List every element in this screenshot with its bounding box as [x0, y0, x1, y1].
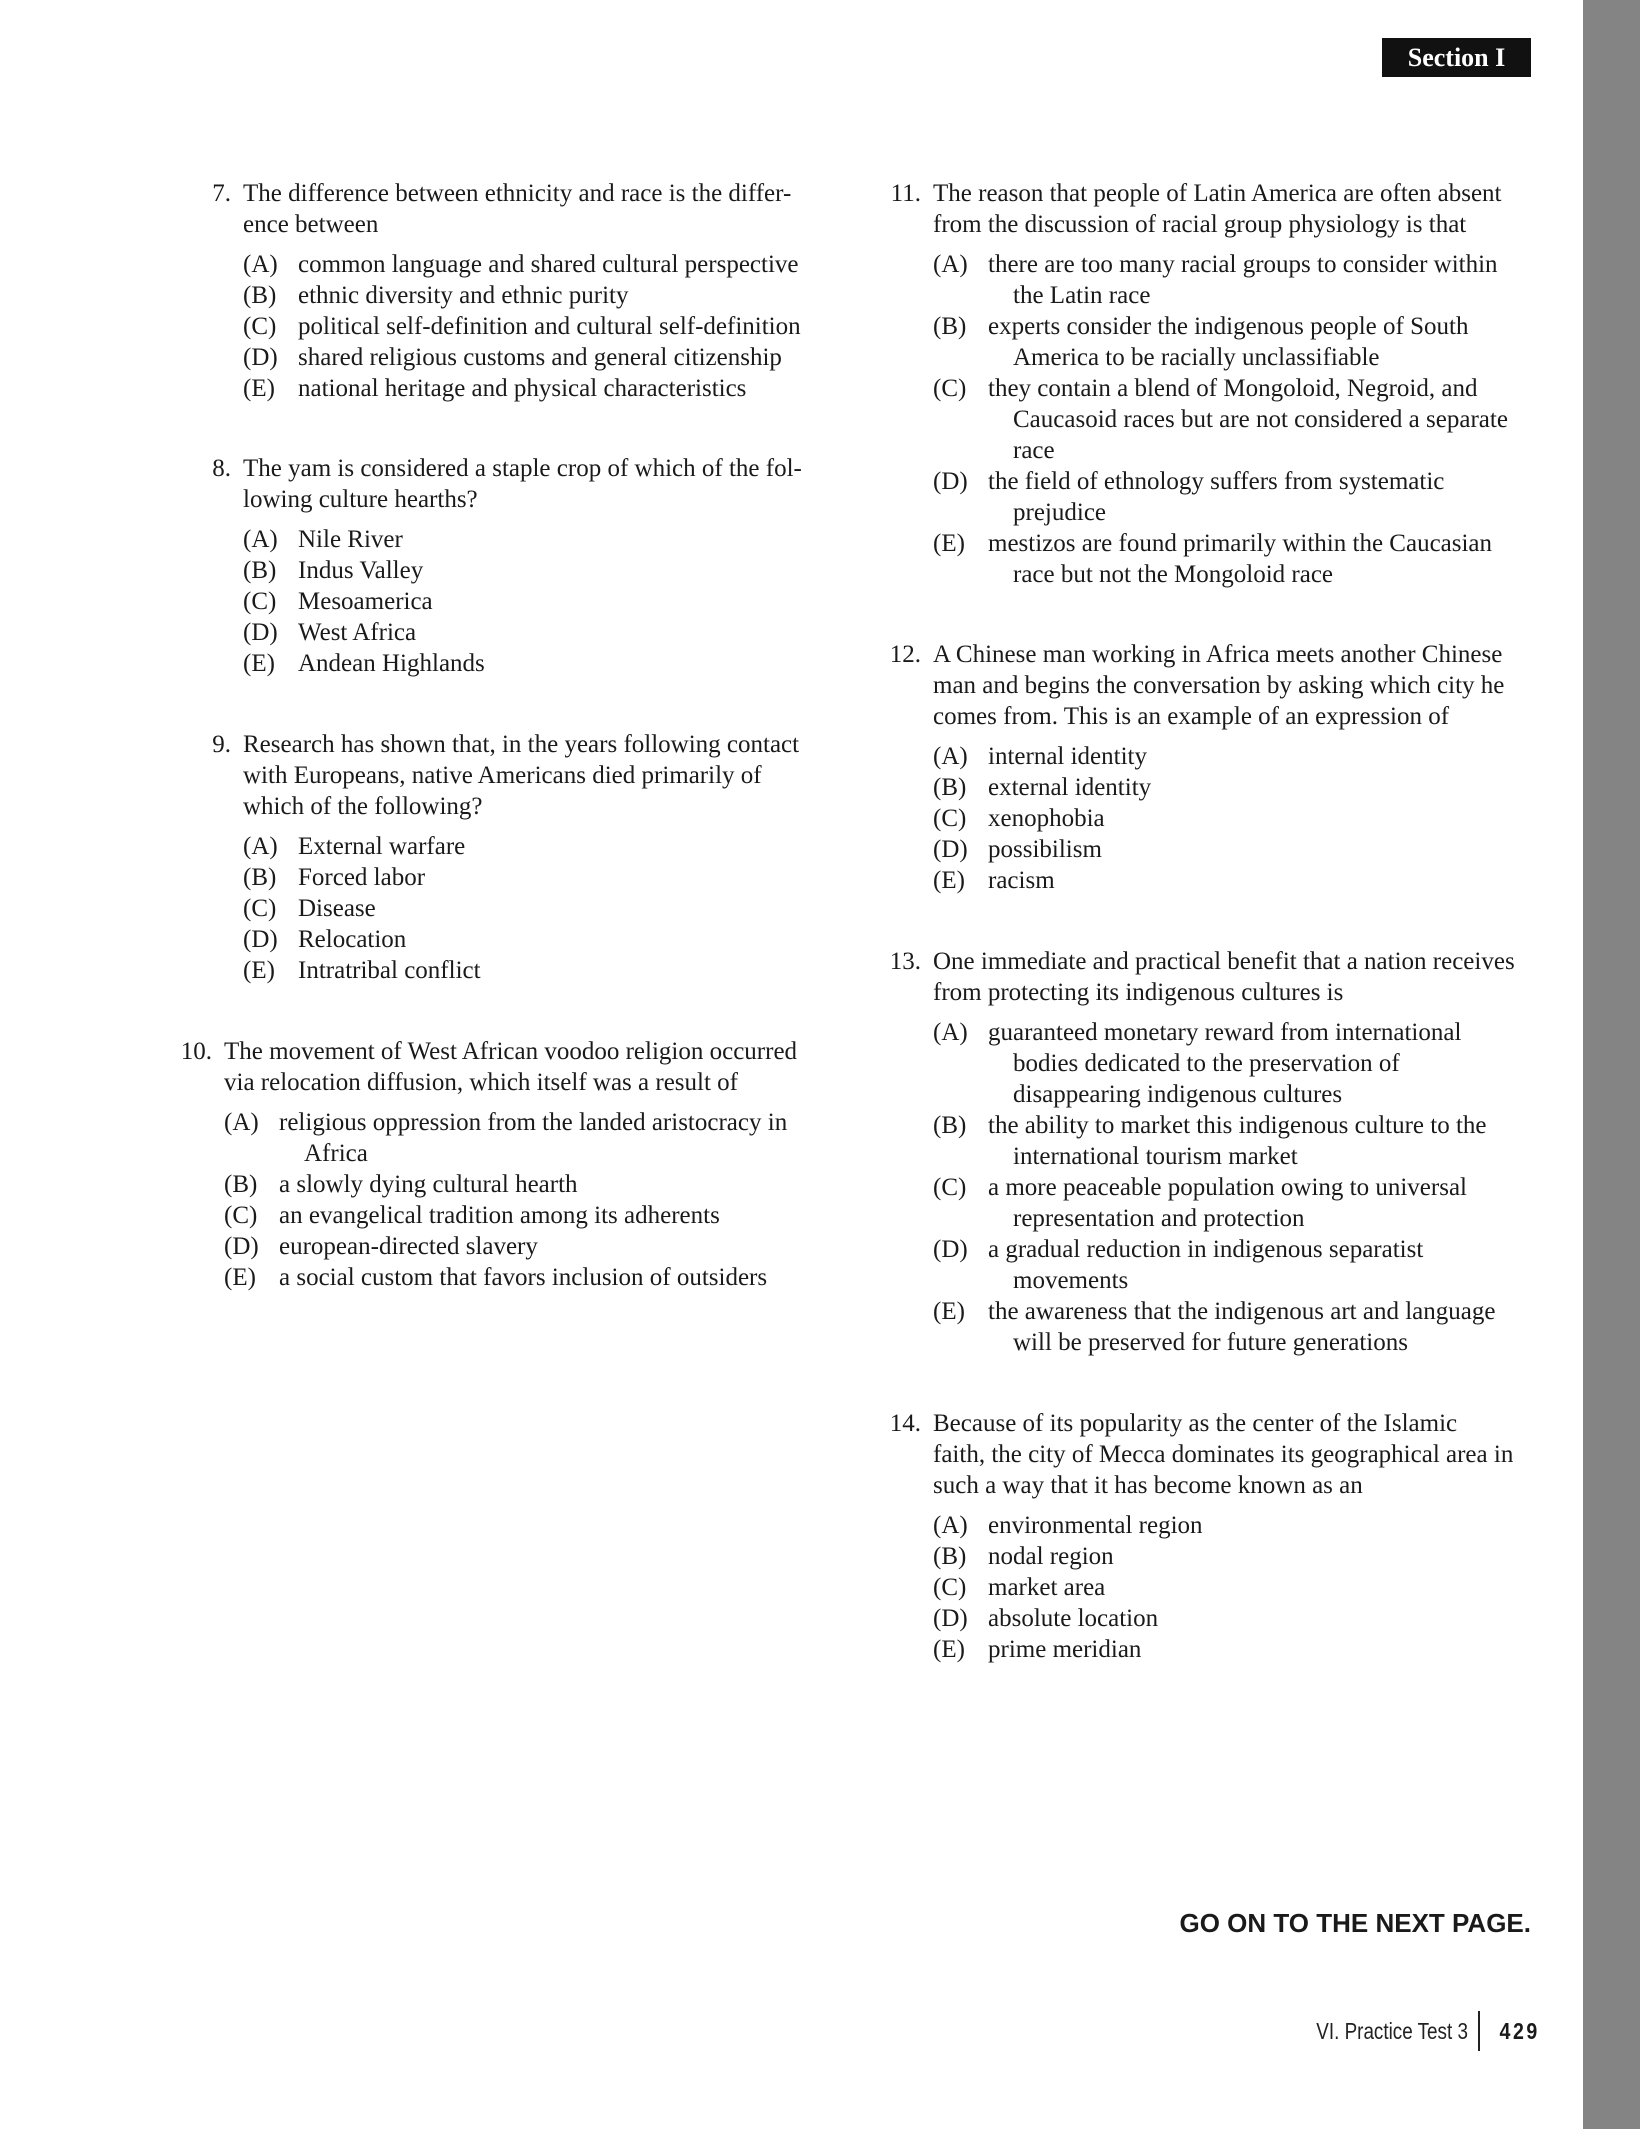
option-letter: (D) [933, 836, 968, 863]
answer-option[interactable] [243, 955, 799, 986]
stem-line: with Europeans, native Americans died primarily of [243, 762, 762, 789]
option-text: absolute location [988, 1605, 1159, 1632]
stem-line: Research has shown that, in the years following contact [243, 731, 800, 758]
question [885, 178, 1508, 590]
option-letter: (C) [933, 375, 967, 402]
option-text: nodal region [988, 1543, 1114, 1570]
answer-option[interactable] [224, 1200, 797, 1231]
answer-options [243, 831, 799, 986]
option-text: mestizos are found primarily within the Caucasian [988, 530, 1493, 557]
option-letter: (C) [933, 805, 967, 832]
question-number: 10. [180, 1038, 212, 1065]
question-stem [933, 639, 1504, 732]
answer-option[interactable] [243, 249, 801, 280]
option-text: experts consider the indigenous people of South [988, 313, 1469, 340]
option-text: disappearing indigenous cultures [1013, 1081, 1343, 1108]
stem-line: man and begins the conversation by asking which city he [933, 672, 1505, 699]
footer-divider [1478, 2011, 1480, 2051]
option-letter: (C) [933, 1174, 967, 1201]
chapter-label: VI. Practice Test 3 [1315, 2017, 1468, 2044]
go-on-notice: GO ON TO THE NEXT PAGE. [1179, 1908, 1531, 1938]
answer-option[interactable] [224, 1107, 797, 1169]
option-text: european-directed slavery [279, 1233, 538, 1260]
answer-option[interactable] [933, 311, 1508, 373]
answer-option[interactable] [243, 555, 802, 586]
answer-option[interactable] [933, 249, 1508, 311]
option-letter: (C) [933, 1574, 967, 1601]
option-text: there are too many racial groups to consider within [988, 251, 1498, 278]
question-stem [224, 1036, 797, 1098]
answer-option[interactable] [243, 342, 801, 373]
page-number: 429 [1499, 2017, 1540, 2044]
answer-option[interactable] [243, 831, 799, 862]
question-number: 9. [212, 731, 231, 758]
answer-options [243, 249, 801, 404]
option-text: religious oppression from the landed aristocracy in [279, 1109, 788, 1136]
stem-line: Because of its popularity as the center of the Islamic [933, 1410, 1458, 1437]
option-letter: (C) [224, 1202, 258, 1229]
stem-line: from protecting its indigenous cultures is [933, 979, 1344, 1006]
question [885, 946, 1515, 1358]
answer-option[interactable] [933, 1017, 1515, 1110]
option-text: Nile River [298, 526, 403, 553]
answer-option[interactable] [933, 528, 1508, 590]
option-text: bodies dedicated to the preservation of [1013, 1050, 1400, 1077]
question [176, 1036, 797, 1293]
option-letter: (A) [243, 526, 278, 553]
question [195, 729, 799, 986]
answer-option[interactable] [933, 1572, 1513, 1603]
question-number: 7. [212, 180, 231, 207]
option-letter: (C) [243, 313, 277, 340]
option-text: Disease [298, 895, 376, 922]
stem-line: via relocation diffusion, which itself was a result of [224, 1069, 738, 1096]
question-stem [243, 729, 799, 822]
option-text: they contain a blend of Mongoloid, Negroid, and [988, 375, 1478, 402]
stem-line: such a way that it has become known as an [933, 1472, 1363, 1499]
answer-option[interactable] [933, 834, 1504, 865]
option-letter: (D) [243, 619, 278, 646]
stem-line: A Chinese man working in Africa meets another Chinese [933, 641, 1503, 668]
option-letter: (B) [933, 1543, 967, 1570]
option-text: representation and protection [1013, 1205, 1305, 1232]
page-edge-tab [1583, 0, 1640, 2129]
option-text: the Latin race [1013, 282, 1151, 309]
answer-option[interactable] [243, 862, 799, 893]
stem-line: The movement of West African voodoo religion occurred [224, 1038, 798, 1065]
option-letter: (A) [933, 743, 968, 770]
option-letter: (D) [243, 344, 278, 371]
option-letter: (E) [224, 1264, 256, 1291]
answer-option[interactable] [243, 524, 802, 555]
option-text: External warfare [298, 833, 466, 860]
stem-line: comes from. This is an example of an expression of [933, 703, 1450, 730]
option-letter: (A) [933, 1019, 968, 1046]
answer-option[interactable] [243, 617, 802, 648]
option-text: common language and shared cultural perspective [298, 251, 799, 278]
option-text: external identity [988, 774, 1152, 801]
option-letter: (E) [243, 375, 275, 402]
answer-option[interactable] [933, 1110, 1515, 1172]
option-text: a gradual reduction in indigenous separatist [988, 1236, 1424, 1263]
option-text: race [1013, 437, 1055, 464]
option-letter: (E) [243, 650, 275, 677]
stem-line: The difference between ethnicity and race is the differ- [243, 180, 792, 207]
option-text: West Africa [298, 619, 417, 646]
option-letter: (E) [933, 1636, 965, 1663]
option-text: international tourism market [1013, 1143, 1298, 1170]
answer-option[interactable] [933, 772, 1504, 803]
answer-option[interactable] [933, 865, 1504, 896]
stem-line: from the discussion of racial group physiology is that [933, 211, 1467, 238]
option-letter: (B) [243, 864, 277, 891]
answer-option[interactable] [933, 1296, 1515, 1358]
stem-line: One immediate and practical benefit that a nation receives [933, 948, 1515, 975]
option-text: political self-definition and cultural self-definition [298, 313, 801, 340]
question-number: 12. [889, 641, 921, 668]
question-number: 14. [889, 1410, 921, 1437]
option-letter: (B) [243, 557, 277, 584]
answer-option[interactable] [933, 373, 1508, 466]
answer-option[interactable] [933, 466, 1508, 528]
question [195, 178, 801, 404]
option-text: an evangelical tradition among its adherents [279, 1202, 720, 1229]
option-text: Mesoamerica [298, 588, 433, 615]
answer-option[interactable] [933, 1234, 1515, 1296]
option-letter: (B) [933, 774, 967, 801]
option-letter: (E) [243, 957, 275, 984]
question-stem [933, 1408, 1513, 1501]
question-stem [243, 453, 802, 515]
option-text: Relocation [298, 926, 407, 953]
option-text: market area [988, 1574, 1106, 1601]
option-text: the awareness that the indigenous art and language [988, 1298, 1496, 1325]
option-letter: (B) [243, 282, 277, 309]
option-text: Africa [304, 1140, 368, 1167]
stem-line: which of the following? [243, 793, 483, 820]
option-text: prejudice [1013, 499, 1107, 526]
option-text: America to be racially unclassifiable [1013, 344, 1380, 371]
option-letter: (E) [933, 530, 965, 557]
question-stem [243, 178, 801, 240]
answer-option[interactable] [933, 1603, 1513, 1634]
option-text: internal identity [988, 743, 1147, 770]
option-text: the ability to market this indigenous culture to the [988, 1112, 1487, 1139]
option-letter: (A) [243, 251, 278, 278]
option-text: a slowly dying cultural hearth [279, 1171, 578, 1198]
answer-option[interactable] [224, 1169, 797, 1200]
option-letter: (C) [243, 588, 277, 615]
option-letter: (B) [224, 1171, 258, 1198]
option-text: a more peaceable population owing to universal [988, 1174, 1468, 1201]
option-text: race but not the Mongoloid race [1013, 561, 1334, 588]
stem-line: lowing culture hearths? [243, 486, 478, 513]
answer-options [933, 1017, 1515, 1358]
option-text: environmental region [988, 1512, 1203, 1539]
answer-options [933, 741, 1504, 896]
option-text: Andean Highlands [298, 650, 485, 677]
option-letter: (B) [933, 313, 967, 340]
question [885, 1408, 1513, 1665]
option-letter: (A) [933, 251, 968, 278]
stem-line: The yam is considered a staple crop of which of the fol- [243, 455, 802, 482]
answer-option[interactable] [933, 1634, 1513, 1665]
answer-option[interactable] [243, 893, 799, 924]
option-letter: (D) [933, 1236, 968, 1263]
option-text: Indus Valley [298, 557, 424, 584]
option-text: will be preserved for future generations [1013, 1329, 1408, 1356]
option-letter: (D) [933, 1605, 968, 1632]
question [195, 453, 802, 679]
answer-option[interactable] [243, 373, 801, 404]
answer-option[interactable] [224, 1262, 797, 1293]
option-letter: (E) [933, 867, 965, 894]
question-number: 13. [889, 948, 921, 975]
answer-option[interactable] [224, 1231, 797, 1262]
option-letter: (E) [933, 1298, 965, 1325]
option-text: Intratribal conflict [298, 957, 481, 984]
option-text: xenophobia [988, 805, 1105, 832]
section-label: Section I [1382, 38, 1531, 77]
answer-options [933, 1510, 1513, 1665]
option-text: prime meridian [988, 1636, 1142, 1663]
option-letter: (A) [933, 1512, 968, 1539]
answer-option[interactable] [933, 741, 1504, 772]
page-footer [1283, 2014, 1543, 2048]
option-text: national heritage and physical characteristics [298, 375, 747, 402]
stem-line: ence between [243, 211, 379, 238]
stem-line: The reason that people of Latin America are often absent [933, 180, 1502, 207]
answer-option[interactable] [933, 1510, 1513, 1541]
option-letter: (D) [224, 1233, 259, 1260]
option-text: shared religious customs and general citizenship [298, 344, 782, 371]
option-text: Caucasoid races but are not considered a separate [1013, 406, 1508, 433]
option-text: guaranteed monetary reward from international [988, 1019, 1462, 1046]
question-stem [933, 946, 1515, 1008]
option-text: a social custom that favors inclusion of outsiders [279, 1264, 768, 1291]
answer-options [933, 249, 1508, 590]
answer-option[interactable] [933, 1541, 1513, 1572]
question-stem [933, 178, 1508, 240]
option-letter: (D) [933, 468, 968, 495]
option-text: racism [988, 867, 1055, 894]
answer-option[interactable] [933, 1172, 1515, 1234]
answer-option[interactable] [243, 280, 801, 311]
option-text: ethnic diversity and ethnic purity [298, 282, 629, 309]
option-text: movements [1013, 1267, 1129, 1294]
option-letter: (B) [933, 1112, 967, 1139]
option-letter: (D) [243, 926, 278, 953]
option-text: Forced labor [298, 864, 426, 891]
answer-options [243, 524, 802, 679]
question [885, 639, 1504, 896]
question-number: 8. [212, 455, 231, 482]
option-letter: (A) [243, 833, 278, 860]
option-letter: (C) [243, 895, 277, 922]
question-number: 11. [890, 180, 921, 207]
answer-option[interactable] [243, 311, 801, 342]
option-text: possibilism [988, 836, 1102, 863]
answer-option[interactable] [243, 586, 802, 617]
answer-options [224, 1107, 797, 1293]
option-letter: (A) [224, 1109, 259, 1136]
answer-option[interactable] [243, 648, 802, 679]
answer-option[interactable] [933, 803, 1504, 834]
stem-line: faith, the city of Mecca dominates its geographical area in [933, 1441, 1514, 1468]
option-text: the field of ethnology suffers from systematic [988, 468, 1445, 495]
answer-option[interactable] [243, 924, 799, 955]
